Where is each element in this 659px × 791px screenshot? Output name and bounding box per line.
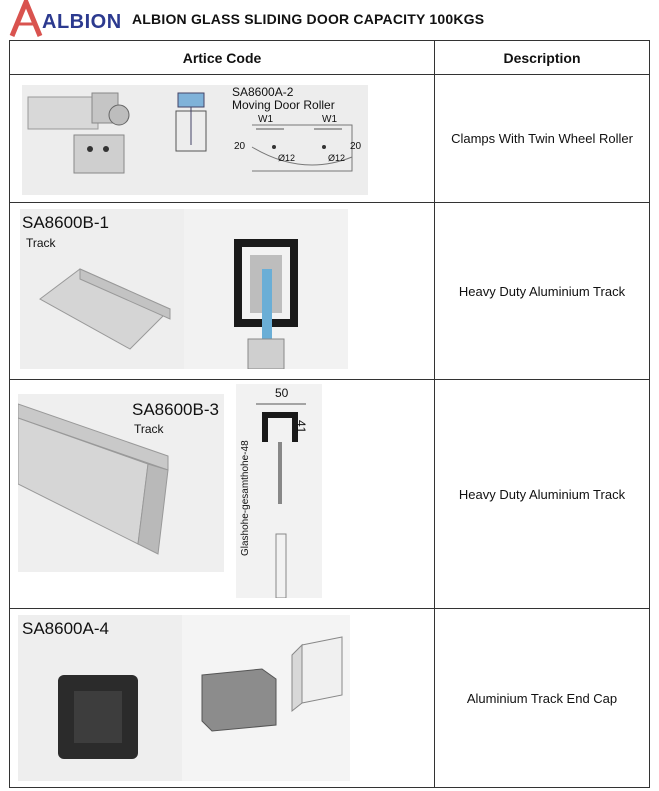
table-row [10, 203, 650, 380]
endcap-drawing-panel [182, 615, 350, 781]
product-subtitle: Track [26, 236, 56, 250]
dim-12-left: Ø12 [278, 153, 296, 163]
product-description: Aluminium Track End Cap [435, 609, 650, 788]
product-image-cell [10, 609, 435, 788]
roller-photo-panel [22, 85, 368, 195]
track-photo-panel [20, 209, 184, 369]
dim-w1-right: W1 [322, 114, 337, 125]
table-row [10, 75, 650, 203]
product-description: Heavy Duty Aluminium Track [435, 203, 650, 380]
product-code: SA8600B-1 [22, 213, 109, 232]
product-image-cell [10, 75, 435, 203]
endcap-illustration [18, 615, 182, 781]
product-subtitle: Track [134, 422, 164, 436]
endcap-drawing [182, 615, 350, 781]
table-row [10, 380, 650, 609]
column-header-description: Description [435, 41, 650, 75]
track-illustration [20, 209, 184, 369]
product-code: SA8600A-4 [22, 619, 109, 638]
dim-height: 41 [294, 420, 308, 434]
dim-12-right: Ø12 [328, 153, 346, 163]
page-title: ALBION GLASS SLIDING DOOR CAPACITY 100KGS [132, 11, 485, 27]
column-header-code: Artice Code [10, 41, 435, 75]
product-table [9, 40, 650, 788]
product-description: Heavy Duty Aluminium Track [435, 380, 650, 609]
track-photo-panel [18, 394, 224, 572]
logo-text: ALBION [42, 11, 122, 33]
product-image-cell [10, 203, 435, 380]
dim-20-right: 20 [350, 141, 362, 152]
product-subtitle: Moving Door Roller [232, 98, 335, 112]
header [0, 0, 659, 38]
dim-20-left: 20 [234, 141, 246, 152]
albion-logo [8, 0, 124, 38]
track-section-panel [184, 209, 348, 369]
dim-w1-left: W1 [258, 114, 273, 125]
dim-width: 50 [275, 386, 289, 400]
track-illustration [18, 394, 224, 572]
dim-vertical: Glashohe-gesamthohe-48 [240, 440, 251, 556]
product-code: SA8600B-3 [132, 400, 219, 419]
endcap-photo-panel [18, 615, 182, 781]
table-header-row [10, 41, 650, 75]
product-image-cell [10, 380, 435, 609]
product-description: Clamps With Twin Wheel Roller [435, 75, 650, 203]
track-section-drawing [184, 209, 348, 369]
product-code: SA8600A-2 [232, 85, 294, 99]
table-row [10, 609, 650, 788]
